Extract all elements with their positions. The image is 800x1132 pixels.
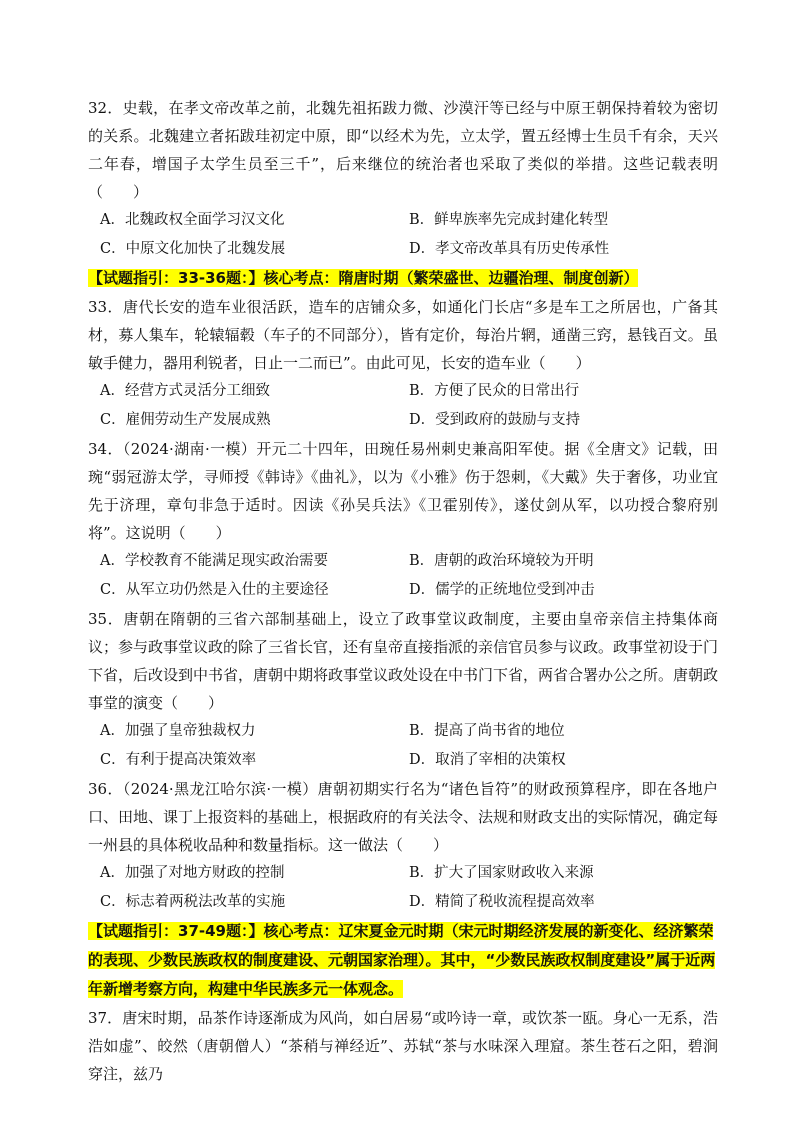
question-36-options-row-2	[88, 888, 718, 917]
question-37-stem: 37．唐宋时期，品茶作诗逐渐成为风尚，如白居易“或吟诗一章，或饮茶一瓯。身心一无系，浩浩如虚”、皎然（唐朝僧人）“茶稍与禅经近”、苏轼“茶与水味深入理窟。茶生苍石之阳，碧涧穿注，兹乃	[88, 1009, 718, 1083]
question-33-options-row-2	[88, 406, 718, 435]
highlighted-text: 【试题指引：33-36题：】核心考点：隋唐时期（繁荣盛世、边疆治理、制度创新）	[88, 269, 639, 287]
option-c: C．雇佣劳动生产发展成熟	[100, 412, 271, 428]
option-a: A．加强了皇帝独裁权力	[100, 723, 256, 739]
option-a: A．加强了对地方财政的控制	[100, 865, 285, 881]
question-32-options-row-2	[88, 235, 718, 264]
question-35-options-row-2	[88, 746, 718, 775]
option-a: A．北魏政权全面学习汉文化	[100, 212, 285, 228]
option-a: A．经营方式灵活分工细致	[100, 383, 270, 399]
question-35-options-row-1	[88, 717, 718, 746]
option-d: D．孝文帝改革具有历史传承性	[409, 241, 610, 257]
option-d: D．取消了宰相的决策权	[409, 752, 566, 768]
page-content	[88, 94, 718, 1088]
question-35-stem: 35．唐朝在隋朝的三省六部制基础上，设立了政事堂议政制度，主要由皇帝亲信主持集体商议；参与政事堂议政的除了三省长官，还有皇帝直接指派的亲信官员参与议政。政事堂初设于门下省，后改设到中书省，唐朝中期将政事堂议政处设在中书门下省，两省合署办公之所。唐朝政事堂的演变（ ）	[88, 610, 719, 712]
option-d: D．精简了税收流程提高效率	[409, 894, 595, 910]
section-guide-37-49	[88, 917, 718, 1004]
option-b: B．鲜卑族率先完成封建化转型	[409, 212, 609, 228]
option-d: D．儒学的正统地位受到冲击	[409, 582, 595, 598]
question-32-stem: 32．史载，在孝文帝改革之前，北魏先祖拓跋力微、沙漠汗等已经与中原王朝保持着较为密切的关系。北魏建立者拓跋珪初定中原，即“以经术为先，立太学，置五经博士生员千有余，天兴二年春，增国子太学生员至三千”，后来继位的统治者也采取了类似的举措。这些记载表明（ ）	[88, 99, 718, 201]
option-c: C．标志着两税法改革的实施	[100, 894, 286, 910]
option-b: B．唐朝的政治环境较为开明	[409, 553, 594, 569]
question-36-options-row-1	[88, 859, 718, 888]
question-32-options-row-1	[88, 206, 718, 235]
option-b: B．扩大了国家财政收入来源	[409, 865, 594, 881]
question-36-stem: 36．（2024·黑龙江哈尔滨·一模）唐朝初期实行名为“诸色旨符”的财政预算程序，即在各地户口、田地、课丁上报资料的基础上，根据政府的有关法令、法规和财政支出的实际情况，确定每一州县的具体税收品种和数量指标。这一做法（ ）	[88, 780, 719, 854]
question-34-options-row-2	[88, 576, 718, 605]
option-b: B．方便了民众的日常出行	[409, 383, 580, 399]
question-33-stem: 33．唐代长安的造车业很活跃，造车的店铺众多，如通化门长店“多是车工之所居也，广备其材，募人集车，轮辕辐毂（车子的不同部分），皆有定价，每治片辋，通凿三窍，悬钱百文。虽敏手健力，器用利锐者，日止一二而已”。由此可见，长安的造车业（ ）	[88, 298, 718, 372]
highlighted-text: 【试题指引：37-49题：】核心考点：辽宋夏金元时期（宋元时期经济发展的新变化、经济繁荣的表现、少数民族政权的制度建设、元朝国家治理）。其中，“少数民族政权制度建设”属于近两年新增考察方向，构建中华民族多元一体观念。	[88, 922, 716, 998]
section-guide-33-36	[88, 264, 718, 293]
option-c: C．从军立功仍然是入仕的主要途径	[100, 582, 329, 598]
option-b: B．提高了尚书省的地位	[409, 723, 565, 739]
question-33-options-row-1	[88, 377, 718, 406]
option-d: D．受到政府的鼓励与支持	[409, 412, 581, 428]
option-c: C．中原文化加快了北魏发展	[100, 241, 286, 257]
question-34-stem: 34．（2024·湖南·一模）开元二十四年，田琬任易州刺史兼高阳军使。据《全唐文》记载，田琬“弱冠游太学，寻师授《韩诗》《曲礼》，以为《小雅》伤于怨刺，《大戴》失于奢侈，功业宜先于济理，章句非急于适时。因读《孙吴兵法》《卫霍别传》，遂仗剑从军，以功授合黎府别将”。这说明（ ）	[88, 440, 718, 542]
question-34-options-row-1	[88, 547, 718, 576]
option-a: A．学校教育不能满足现实政治需要	[100, 553, 328, 569]
option-c: C．有利于提高决策效率	[100, 752, 257, 768]
